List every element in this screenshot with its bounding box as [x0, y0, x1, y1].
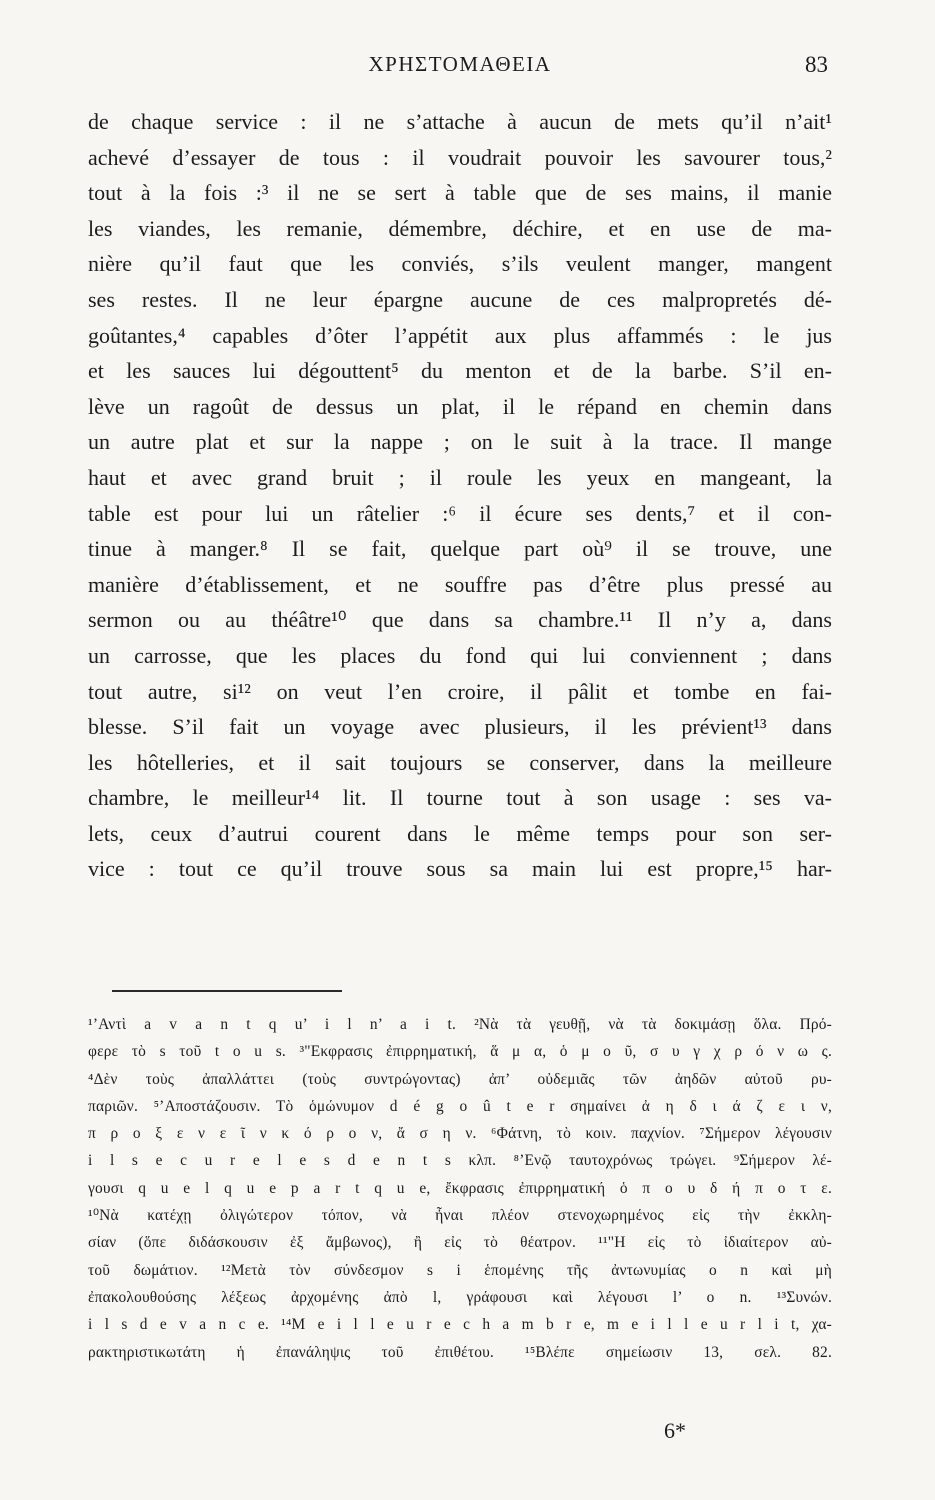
text-line: et les sauces lui dégouttent⁵ du menton et de la barbe. S’il en-	[88, 358, 832, 384]
text-line: lève un ragoût de dessus un plat, il le répand en chemin dans	[88, 393, 832, 419]
footnote-line: παριῶν. ⁵’Αποστάζουσιν. Τὸ ὁμώνυμον d é g o û t e r σημαίνει ἀ η δ ι ά ζ ε ι ν,	[88, 1097, 832, 1115]
footnote-line: i l s d e v a n c e. ¹⁴M e i l l e u r e c h a m b r e, m e i l l e u r l i t, χα-	[88, 1316, 832, 1334]
text-line: tout à la fois :³ il ne se sert à table que de ses mains, il manie	[88, 180, 832, 206]
signature-mark: 6*	[664, 1418, 686, 1443]
text-line: tout autre, si¹² on veut l’en croire, il pâlit et tombe en fai-	[88, 678, 832, 704]
text-line: tinue à manger.⁸ Il se fait, quelque part où⁹ il se trouve, une	[88, 536, 832, 562]
text-line: chambre, le meilleur¹⁴ lit. Il tourne tout à son usage : ses va-	[88, 785, 832, 811]
footnote-line: ⁴Δὲν τοὺς ἀπαλλάττει (τοὺς συντρώγοντας) ἀπ’ οὐδεμιᾶς τῶν ἀηδῶν αὐτοῦ ρυ-	[88, 1070, 832, 1088]
footnote-line: ἐπακολουθούσης λέξεως ἀρχομένης ἀπὸ l, γράφουσι καὶ λέγουσι l’ o n. ¹³Συνών.	[88, 1288, 832, 1306]
footnotes	[88, 1011, 832, 1366]
footnote-line: π ρ ο ξ ε ν ε ῖ ν κ ό ρ ο ν, ἄ σ η ν. ⁶Φάτνη, τὸ κοιν. παχνίον. ⁷Σήμερον λέγουσιν	[88, 1125, 832, 1143]
text-line: sermon ou au théâtre¹⁰ que dans sa chambre.¹¹ Il n’y a, dans	[88, 607, 832, 633]
text-line: un autre plat et sur la nappe ; on le suit à la trace. Il mange	[88, 429, 832, 455]
footnote-line: φερε τὸ s τοῦ t o u s. ³"Εκφρασις ἐπιρρηματική, ἅ μ α, ὁ μ ο ῦ, σ υ γ χ ρ ό ν ω ς.	[88, 1043, 832, 1061]
text-line: haut et avec grand bruit ; il roule les yeux en mangeant, la	[88, 464, 832, 490]
text-line: manière d’établissement, et ne souffre pas d’être plus pressé au	[88, 571, 832, 597]
footnote-separator	[112, 990, 342, 992]
footnote-line: σίαν (ὅπε διδάσκουσιν ἐξ ἄμβωνος), ἢ εἰς τὸ θέατρον. ¹¹"Η εἰς τὸ ἰδιαίτερον αὐ-	[88, 1234, 832, 1252]
text-line: goûtantes,⁴ capables d’ôter l’appétit aux plus affammés : le jus	[88, 322, 832, 348]
text-line: nière qu’il faut que les conviés, s’ils veulent manger, mangent	[88, 251, 832, 277]
footnote-line: τοῦ δωμάτιον. ¹²Μετὰ τὸν σύνδεσμον s i ἑπομένης τῆς ἀντωνυμίας o n καὶ μὴ	[88, 1261, 832, 1279]
text-line: un carrosse, que les places du fond qui lui conviennent ; dans	[88, 642, 832, 668]
text-line: ses restes. Il ne leur épargne aucune de ces malpropretés dé-	[88, 286, 832, 312]
text-line: les hôtelleries, et il sait toujours se conserver, dans la meilleure	[88, 749, 832, 775]
text-line: table est pour lui un râtelier :⁶ il écure ses dents,⁷ et il con-	[88, 500, 832, 526]
page-header	[88, 52, 832, 84]
text-line: blesse. S’il fait un voyage avec plusieurs, il les prévient¹³ dans	[88, 714, 832, 740]
footnote-line: γουσι q u e l q u e p a r t q u e, ἔκφρασις ἐπιρρηματική ὁ π ο υ δ ή π ο τ ε.	[88, 1179, 832, 1197]
text-line: les viandes, les remanie, démembre, déchire, et en use de ma-	[88, 215, 832, 241]
footnote-line: i l s e c u r e l e s d e n t s κλπ. ⁸’Ενῷ ταυτοχρόνως τρώγει. ⁹Σήμερον λέ-	[88, 1152, 832, 1170]
text-line: achevé d’essayer de tous : il voudrait pouvoir les savourer tous,²	[88, 144, 832, 170]
text-line: lets, ceux d’autrui courent dans le même temps pour son ser-	[88, 820, 832, 846]
running-title: ΧΡΗΣΤΟΜΑΘΕΙΑ	[368, 52, 552, 76]
footnote-line: ¹’Αντὶ a v a n t q u’ i l n’ a i t. ²Νὰ τὰ γευθῇ, νὰ τὰ δοκιμάσῃ ὅλα. Πρό-	[88, 1016, 832, 1033]
main-text	[88, 104, 832, 887]
footnote-line: ¹⁰Νὰ κατέχῃ ὀλιγώτερον τόπον, νὰ ἦναι πλέον στενοχωρημένος εἰς τὴν ἐκκλη-	[88, 1207, 832, 1225]
footnote-line: ρακτηριστικωτάτη ἡ ἐπανάληψις τοῦ ἐπιθέτου. ¹⁵Βλέπε σημείωσιν 13, σελ. 82.	[88, 1343, 832, 1361]
page-number: 83	[805, 52, 828, 77]
text-line: vice : tout ce qu’il trouve sous sa main lui est propre,¹⁵ har-	[88, 856, 832, 882]
text-line: de chaque service : il ne s’attache à aucun de mets qu’il n’ait¹	[88, 109, 832, 134]
